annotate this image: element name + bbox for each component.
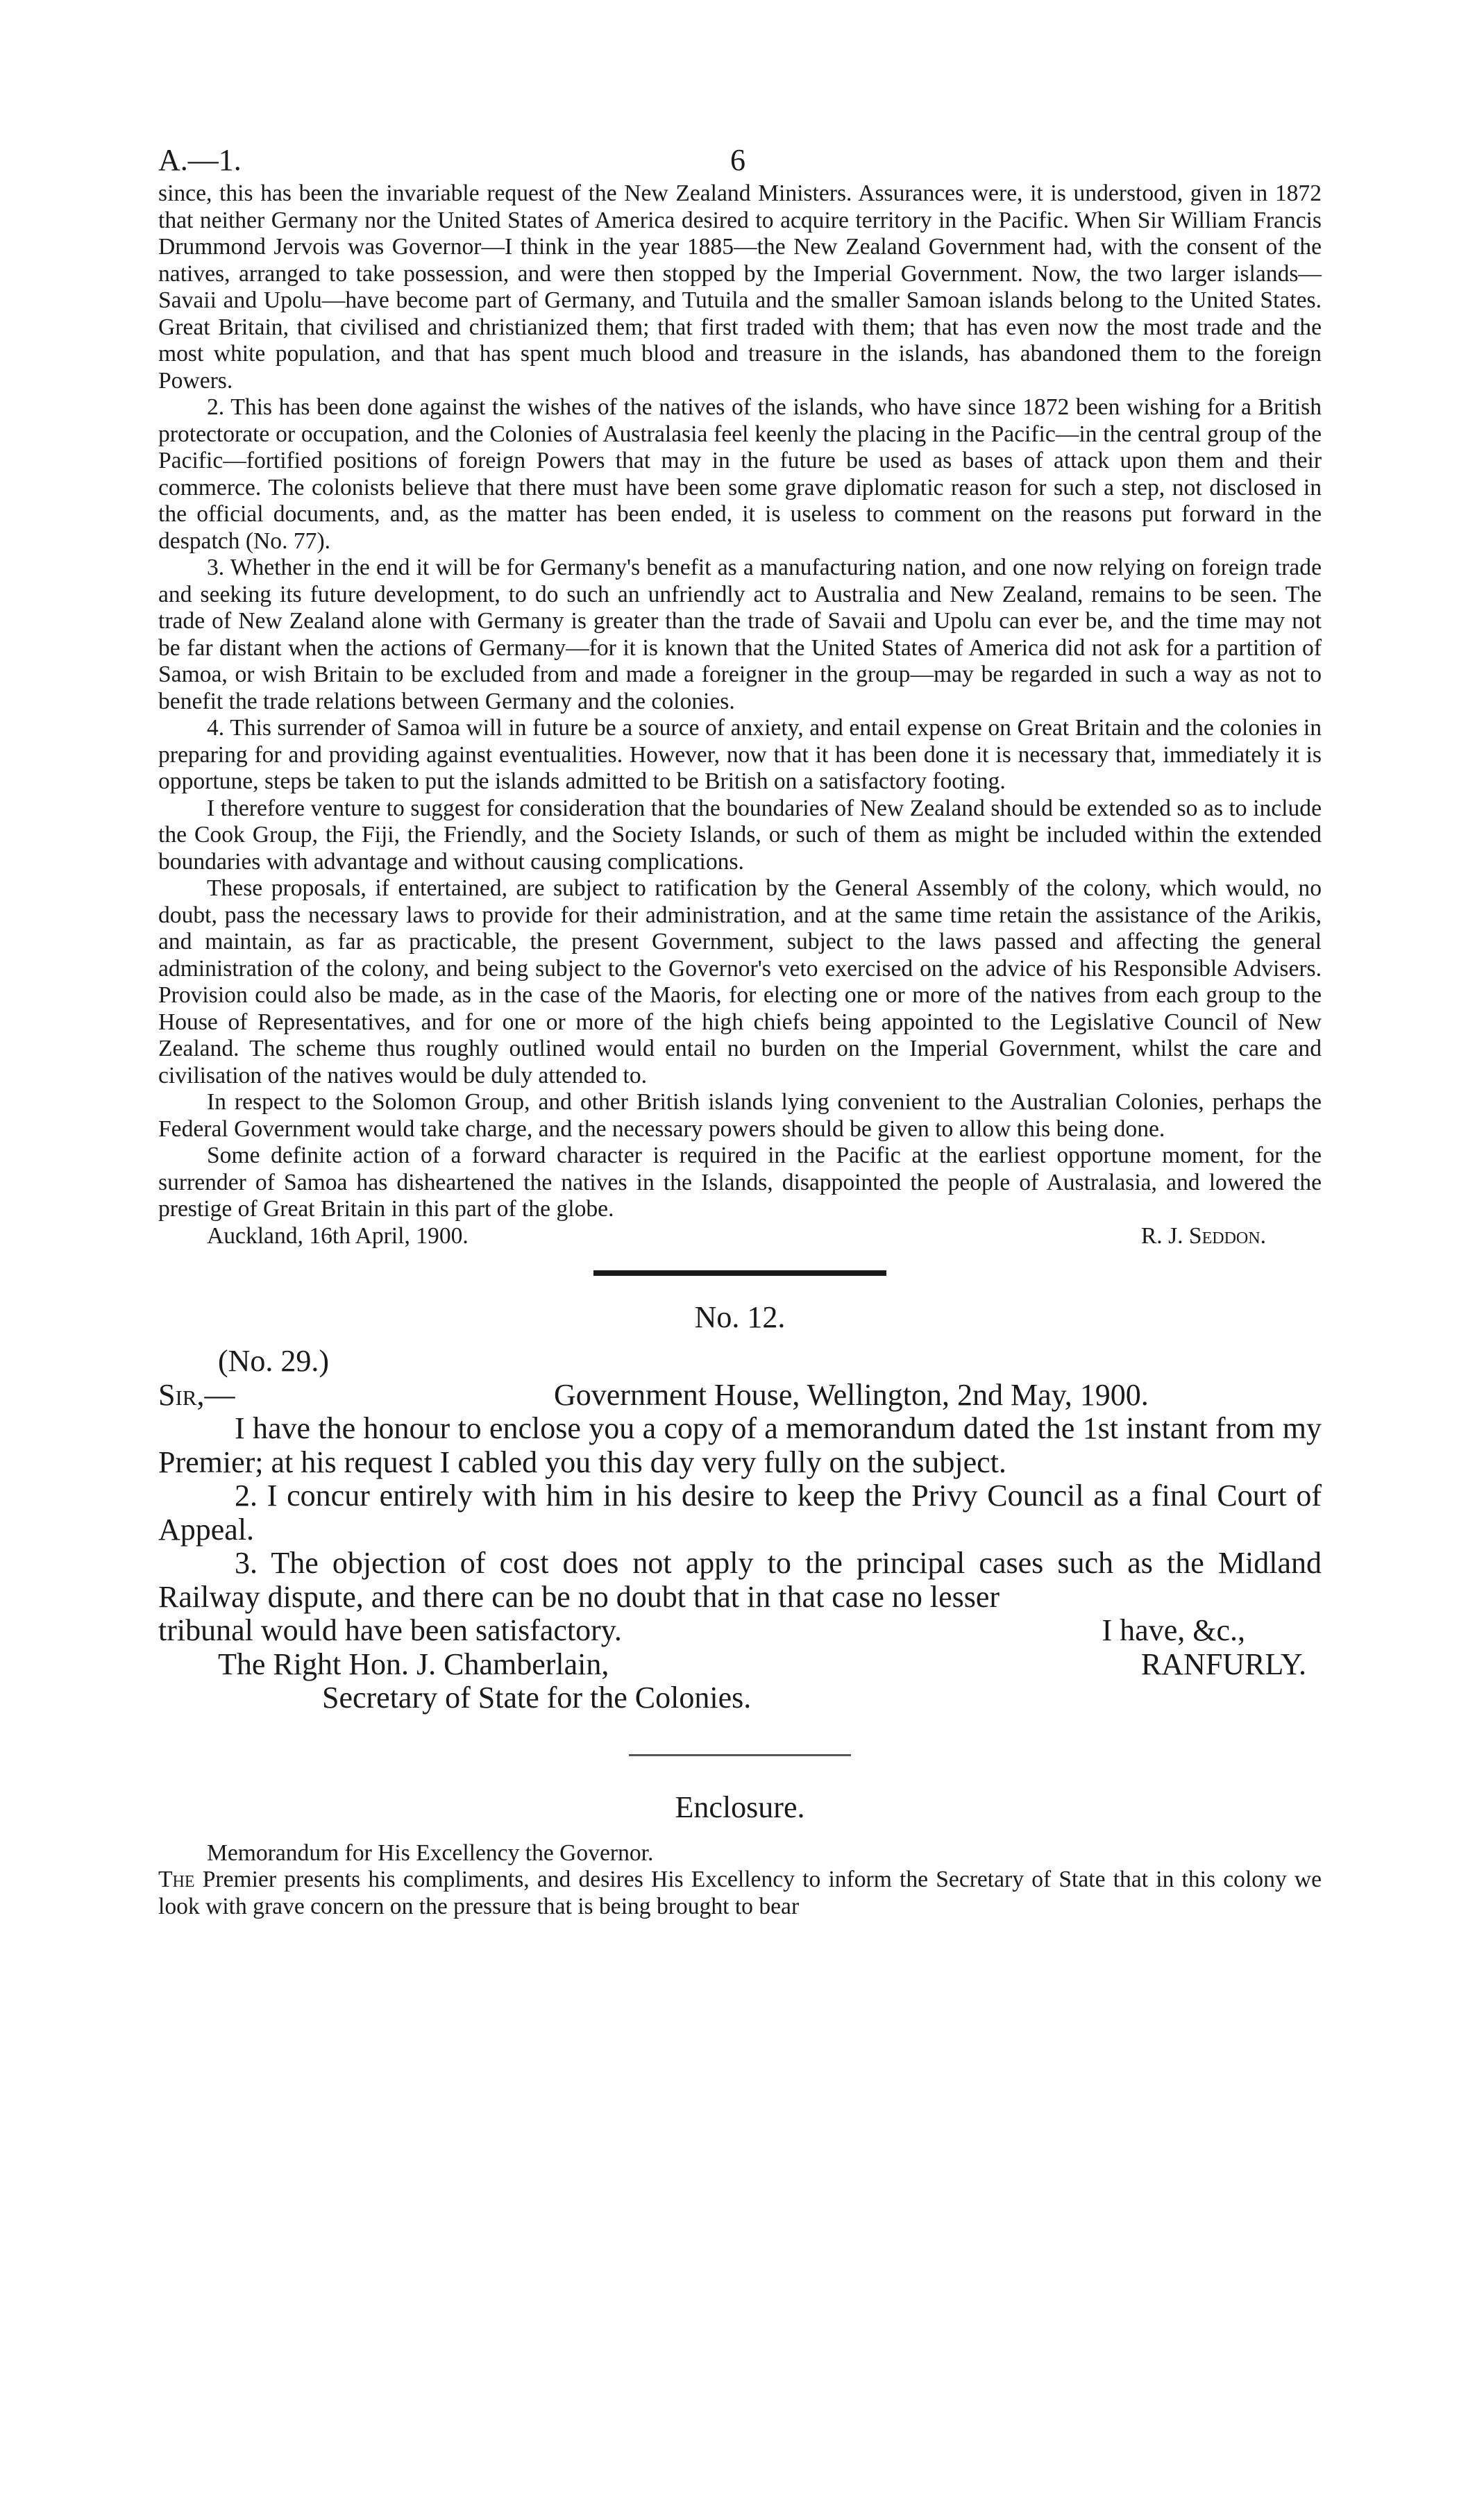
memo-signoff bbox=[158, 1223, 1322, 1250]
memo-paragraph-5: I therefore venture to suggest for consideration that the boundaries of New Zealand should be extended so as to include the Cook Group, the Fiji, the Friendly, and the Society Islands, or such of them as might be included within the extended boundaries with advantage and without causing complications. bbox=[158, 795, 1322, 875]
sender-address: Government House, Wellington, 2nd May, 1900. bbox=[554, 1377, 1149, 1412]
addressee-title: Secretary of State for the Colonies. bbox=[322, 1681, 752, 1715]
memo-paragraph-7: In respect to the Solomon Group, and other British islands lying convenient to the Australian Colonies, perhaps the Federal Government would take charge, and the necessary powers should be given to allow this being done. bbox=[158, 1089, 1322, 1142]
enclosure-body bbox=[158, 1840, 1322, 1921]
document-reference: A.—1. bbox=[158, 143, 242, 177]
page-header bbox=[158, 0, 1322, 180]
memo-paragraph-2: 2. This has been done against the wishes of the natives of the islands, who have since 1872 been wishing for a British protectorate or occupation, and the Colonies of Australasia feel keenly the placing in the Pacific—in the central group of the Pacific—fortified positions of foreign Powers that may in the future be used as bases of attack upon them and their commerce. The colonists believe that there must have been some grave diplomatic reason for such a step, not disclosed in the official documents, and, as the matter has been ended, it is useless to comment on the reasons put forward in the despatch (No. 77). bbox=[158, 394, 1322, 554]
letter-closing: I have, &c., bbox=[1102, 1613, 1245, 1647]
memo-paragraph-1: since, this has been the invariable request of the New Zealand Ministers. Assurances were, it is understood, given in 1872 that neither Germany nor the United States of America desired to acquire territory in the Pacific. When Sir William Francis Drummond Jervois was Governor—I think in the year 1885—the New Zealand Government had, with the consent of the natives, arranged to take possession, and were then stopped by the Imperial Government. Now, the two larger islands—Savaii and Upolu—have become part of Germany, and Tutuila and the smaller Samoan islands belong to the United States. Great Britain, that civilised and christianized them; that first traded with them; that has even now the most trade and the most white population, and that has spent much blood and treasure in the islands, has abandoned them to the foreign Powers. bbox=[158, 180, 1322, 394]
enclosure-text: Premier presents his compliments, and desires His Excellency to inform the Secretary of State that in this colony we look with grave concern on the pressure that is being brought to bear bbox=[158, 1867, 1322, 1919]
section-divider-thick bbox=[593, 1270, 886, 1276]
memo-paragraph-3: 3. Whether in the end it will be for Germany's benefit as a manufacturing nation, and one now relying on foreign trade and seeking its future development, to do such an unfriendly act to Australia and New Zealand, remains to be seen. The trade of New Zealand alone with Germany is greater than the trade of Savaii and Upolu can ever be, and the time may not be far distant when the actions of Germany—for it is known that the United States of America did not ask for a partition of Samoa, or wish Britain to be excluded from and made a foreigner in the group—may be regarded in such a way as not to benefit the trade relations between Germany and the colonies. bbox=[158, 555, 1322, 714]
letter-paragraph-1: I have the honour to enclose you a copy of a memorandum dated the 1st instant from my Premier; at his request I cabled you this day very fully on the subject. bbox=[158, 1411, 1322, 1479]
salutation: Sir,— bbox=[158, 1377, 235, 1412]
enclosure-title: Enclosure. bbox=[675, 1790, 805, 1824]
enclosure-lead-word: The bbox=[158, 1867, 195, 1892]
addressee-name: The Right Hon. J. Chamberlain, bbox=[218, 1647, 609, 1681]
addressee-row bbox=[158, 1648, 1322, 1682]
document-page bbox=[158, 0, 1322, 1920]
page-number: 6 bbox=[730, 143, 745, 177]
letter-signature: RANFURLY. bbox=[1140, 1647, 1306, 1681]
enclosure-paragraph bbox=[158, 1867, 1322, 1920]
letter-paragraph-3-end: tribunal would have been satisfactory. bbox=[158, 1613, 622, 1647]
letter-paragraph-3: 3. The objection of cost does not apply to the principal cases such as the Midland Railway dispute, and there can be no doubt that in that case no lesser bbox=[158, 1546, 1322, 1614]
despatch-reference: (No. 29.) bbox=[218, 1344, 330, 1378]
memo-place-date: Auckland, 16th April, 1900. bbox=[207, 1222, 469, 1249]
enclosure-heading: Memorandum for His Excellency the Governor. bbox=[207, 1840, 654, 1866]
section-divider-thin bbox=[629, 1754, 851, 1756]
memo-signature: R. J. Seddon. bbox=[1140, 1222, 1266, 1249]
memo-paragraph-4: 4. This surrender of Samoa will in future be a source of anxiety, and entail expense on Great Britain and the colonies in preparing for and providing against eventualities. However, now that it has been done it is necessary that, immediately it is opportune, steps be taken to put the islands admitted to be British on a satisfactory footing. bbox=[158, 715, 1322, 794]
letter-paragraph-2: 2. I concur entirely with him in his desire to keep the Privy Council as a final Court of Appeal. bbox=[158, 1479, 1322, 1547]
salutation-line bbox=[158, 1379, 1322, 1413]
memorandum-body bbox=[158, 180, 1322, 1223]
memo-paragraph-8: Some definite action of a forward character is required in the Pacific at the earliest opportune moment, for the surrender of Samoa has disheartened the natives in the Islands, disappointed the people of Australasia, and lowered the prestige of Great Britain in this part of the globe. bbox=[158, 1143, 1322, 1222]
letter-body bbox=[158, 1412, 1322, 1614]
section-title-no12: No. 12. bbox=[694, 1300, 786, 1334]
letter-closing-row bbox=[158, 1614, 1322, 1648]
memo-paragraph-6: These proposals, if entertained, are subject to ratification by the General Assembly of the colony, which would, no doubt, pass the necessary laws to provide for their administration, and at the same time retain the assistance of the Arikis, and maintain, as far as practicable, the present Government, subject to the laws passed and affecting the general administration of the colony, and being subject to the Governor's veto exercised on the advice of his Responsible Advisers. Provision could also be made, as in the case of the Maoris, for electing one or more of the natives from each group to the House of Representatives, and for one or more of the high chiefs being appointed to the Legislative Council of New Zealand. The scheme thus roughly outlined would entail no burden on the Imperial Government, whilst the care and civilisation of the natives would be duly attended to. bbox=[158, 875, 1322, 1088]
